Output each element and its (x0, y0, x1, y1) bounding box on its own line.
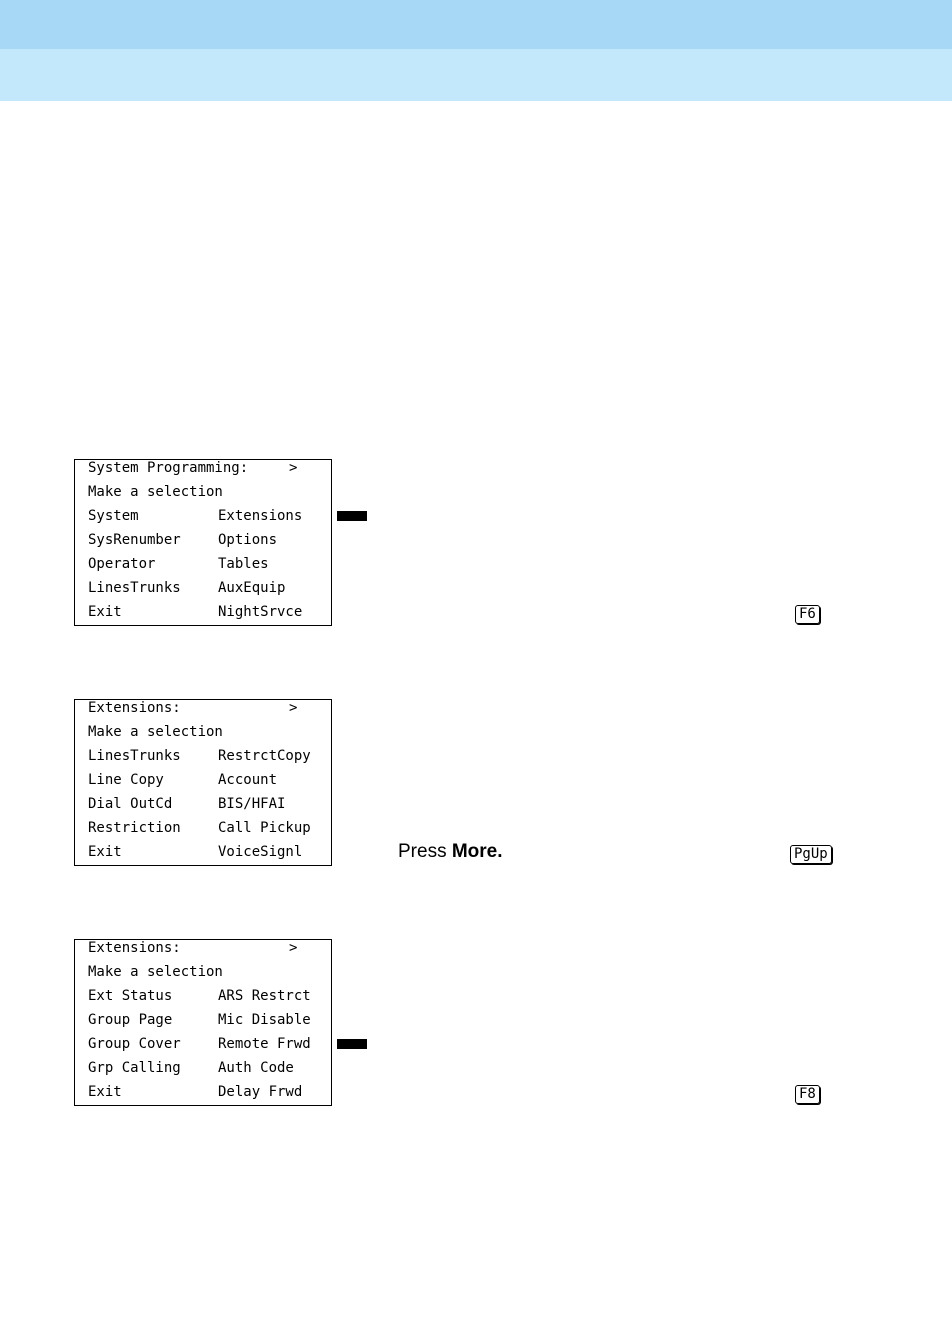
menu-option[interactable]: Exit (88, 1084, 122, 1100)
pgup-key[interactable]: PgUp (790, 845, 832, 864)
menu-row (75, 504, 333, 528)
menu-option[interactable]: Restriction (88, 820, 181, 836)
header-band-top (0, 0, 952, 49)
menu-option[interactable]: Exit (88, 844, 122, 860)
menu-row (75, 840, 333, 864)
menu-option[interactable]: Line Copy (88, 772, 164, 788)
menu-row (75, 600, 333, 624)
menu-row (75, 984, 333, 1008)
screen-prompt-row (75, 720, 333, 744)
menu-row (75, 744, 333, 768)
menu-option[interactable]: Tables (218, 556, 269, 572)
instruction-emphasis: More. (451, 841, 503, 862)
menu-option[interactable]: LinesTrunks (88, 580, 181, 596)
menu-row (75, 1008, 333, 1032)
selection-marker-icon (337, 511, 367, 521)
menu-option[interactable]: AuxEquip (218, 580, 286, 596)
console-screen-extensions-page2 (74, 939, 332, 1106)
menu-row (75, 816, 333, 840)
screen-prompt: Make a selection (88, 484, 223, 500)
screen-prompt-row (75, 480, 333, 504)
screen-title: Extensions: (88, 940, 181, 956)
selection-marker-icon (337, 1039, 367, 1049)
menu-option[interactable]: Ext Status (88, 988, 173, 1004)
console-screen-system-programming (74, 459, 332, 626)
menu-option[interactable]: ARS Restrct (218, 988, 311, 1004)
screen-prompt: Make a selection (88, 724, 223, 740)
menu-option[interactable]: Auth Code (218, 1060, 294, 1076)
menu-option[interactable]: SysRenumber (88, 532, 181, 548)
screen-prompt: Make a selection (88, 964, 223, 980)
menu-option[interactable]: Options (218, 532, 278, 548)
screen-title-row (75, 696, 333, 720)
menu-option[interactable]: RestrctCopy (218, 748, 311, 764)
menu-option[interactable]: Delay Frwd (218, 1084, 303, 1100)
console-screen-extensions-page1 (74, 699, 332, 866)
menu-row (75, 1032, 333, 1056)
screen-title-row (75, 456, 333, 480)
menu-option[interactable]: Account (218, 772, 278, 788)
menu-row (75, 1080, 333, 1104)
menu-option[interactable]: LinesTrunks (88, 748, 181, 764)
screen-title: System Programming: (88, 460, 249, 476)
menu-row (75, 528, 333, 552)
more-arrow-icon: > (289, 940, 298, 956)
menu-row (75, 552, 333, 576)
screen-title-row (75, 936, 333, 960)
menu-option[interactable]: Grp Calling (88, 1060, 181, 1076)
menu-option[interactable]: Operator (88, 556, 156, 572)
more-arrow-icon: > (289, 700, 298, 716)
menu-option[interactable]: Mic Disable (218, 1012, 311, 1028)
instruction-prefix: Press (398, 841, 452, 862)
more-arrow-icon: > (289, 460, 298, 476)
menu-option[interactable]: VoiceSignl (218, 844, 303, 860)
menu-option[interactable]: Extensions (218, 508, 303, 524)
menu-option[interactable]: Group Cover (88, 1036, 181, 1052)
menu-option[interactable]: Dial OutCd (88, 796, 173, 812)
menu-option[interactable]: Exit (88, 604, 122, 620)
menu-option[interactable]: Call Pickup (218, 820, 311, 836)
screen-prompt-row (75, 960, 333, 984)
menu-row (75, 576, 333, 600)
instruction-text (398, 841, 503, 863)
f8-key[interactable]: F8 (795, 1085, 820, 1104)
menu-row (75, 1056, 333, 1080)
screen-title: Extensions: (88, 700, 181, 716)
menu-row (75, 768, 333, 792)
menu-option[interactable]: BIS/HFAI (218, 796, 286, 812)
menu-option[interactable]: NightSrvce (218, 604, 303, 620)
menu-option[interactable]: Remote Frwd (218, 1036, 311, 1052)
menu-row (75, 792, 333, 816)
f6-key[interactable]: F6 (795, 605, 820, 624)
header-band-bottom (0, 49, 952, 101)
menu-option[interactable]: Group Page (88, 1012, 173, 1028)
menu-option[interactable]: System (88, 508, 139, 524)
